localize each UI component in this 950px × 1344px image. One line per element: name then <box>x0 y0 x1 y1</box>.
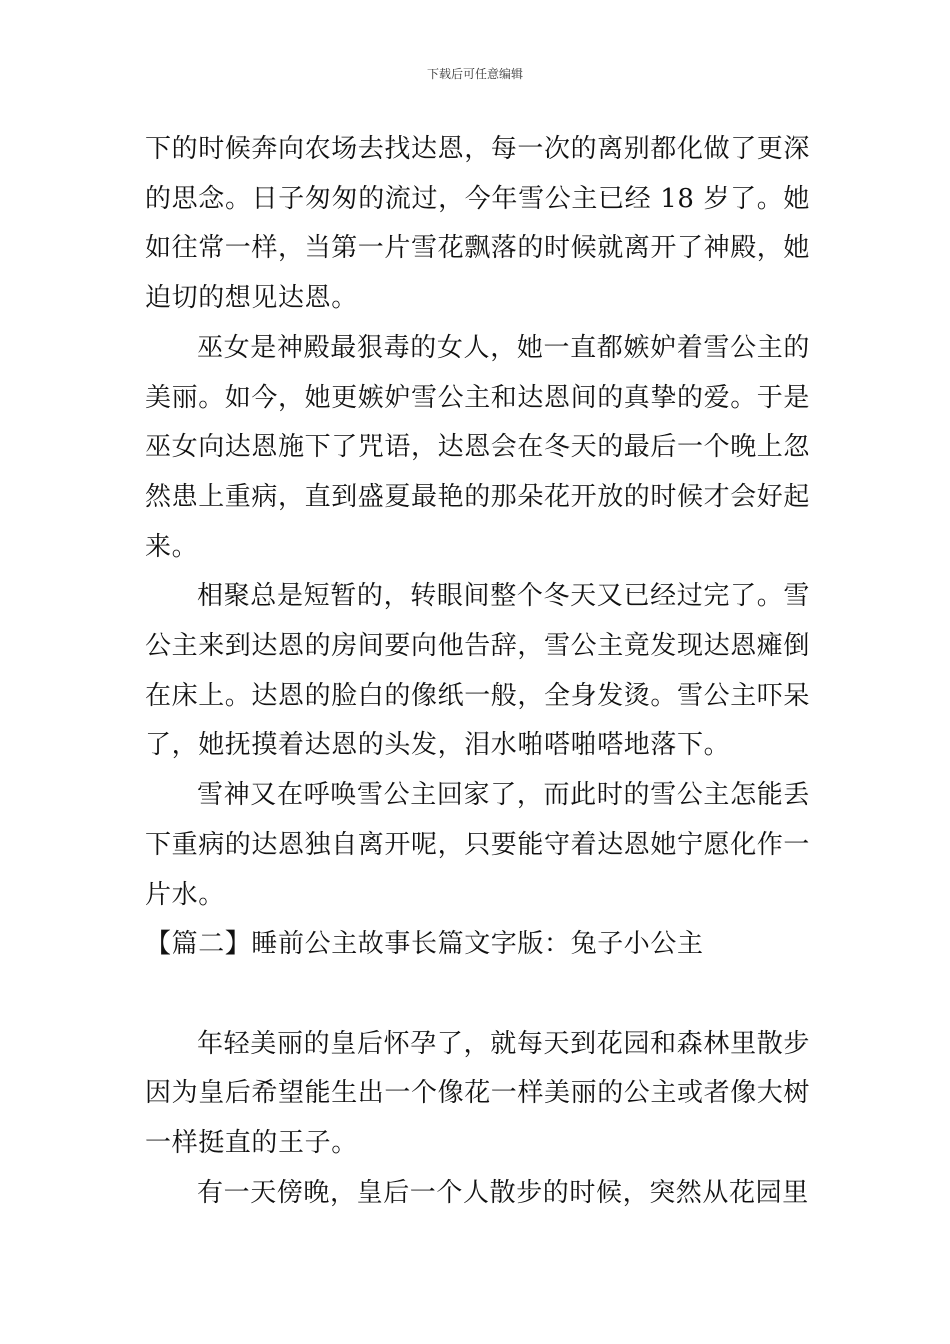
blank-line <box>145 970 810 1020</box>
paragraph: 雪神又在呼唤雪公主回家了，而此时的雪公主怎能丢下重病的达恩独自离开呢，只要能守着达恩她宁愿化作一片水。 <box>145 780 811 910</box>
paragraph-continuation: 下的时候奔向农场去找达恩，每一次的离别都化做了更深的思念。日子匆匆的流过，今年雪公主已经 18 岁了。她如往常一样，当第一片雪花飘落的时候就离开了神殿，她迫切的想见达恩。 <box>145 134 811 314</box>
paragraph: 有一天傍晚，皇后一个人散步的时候，突然从花园里 <box>197 1177 809 1208</box>
page-header: 下载后可任意编辑 <box>426 67 523 81</box>
section-title: 【篇二】睡前公主故事长篇文字版：兔子小公主 <box>145 929 704 960</box>
paragraph: 年轻美丽的皇后怀孕了，就每天到花园和森林里散步因为皇后希望能生出一个像花一样美丽的公主或者像大树一样挺直的王子。 <box>145 1028 811 1159</box>
paragraph: 巫女是神殿最狠毒的女人，她一直都嫉妒着雪公主的美丽。如今，她更嫉妒雪公主和达恩间的真挚的爱。于是巫女向达恩施下了咒语，达恩会在冬天的最后一个晚上忽然患上重病，直到盛夏最艳的那朵花开放的时候才会好起来。 <box>145 332 811 562</box>
document-body <box>145 125 810 1218</box>
paragraph: 相聚总是短暂的，转眼间整个冬天又已经过完了。雪公主来到达恩的房间要向他告辞，雪公主竟发现达恩瘫倒在床上。达恩的脸白的像纸一般，全身发烫。雪公主吓呆了，她抚摸着达恩的头发，泪水啪嗒啪嗒地落下。 <box>145 581 811 761</box>
